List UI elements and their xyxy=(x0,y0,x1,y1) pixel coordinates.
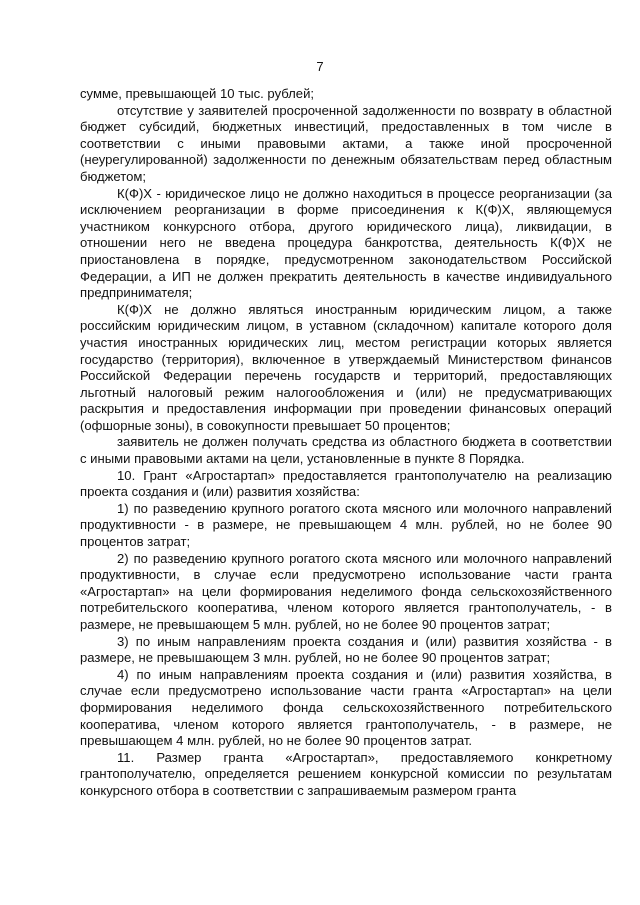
paragraph-no-foreign-entity: К(Ф)Х не должно являться иностранным юридическим лицом, а также российским юридическим лицом, в уставном (складочном) капитале которого доля участия иностранных юридических лиц, местом регистрации которых является государство (территория), включенное в утверждаемый Министерством финансов Российской Федерации перечень государств и территорий, предоставляющих льготный налоговый режим налогообложения и (или) не предусматривающих раскрытия и предоставления информации при проведении финансовых операций (офшорные зоны), в совокупности превышает 50 процентов; xyxy=(80,301,612,433)
paragraph-no-reorganization: К(Ф)Х - юридическое лицо не должно находиться в процессе реорганизации (за исключением реорганизации в форме присоединения к К(Ф)Х, являющемуся участником конкурсного отбора, другого юридического лица), ликвидации, в отношении него не введена процедура банкротства, деятельность К(Ф)Х не приостановлена в порядке, предусмотренном законодательством Российской Федерации, а ИП не должен прекратить деятельность в качестве индивидуального предпринимателя; xyxy=(80,185,612,301)
page-number: 7 xyxy=(316,59,324,74)
clause-11-heading: 11. Размер гранта «Агростартап», предоставляемого конкретному грантополучателю, определяется решением конкурсной комиссии по результатам конкурсного отбора в соответствии с запрашиваемым размером гранта xyxy=(80,749,612,798)
paragraph-amount-limit: сумме, превышающей 10 тыс. рублей; xyxy=(80,86,315,101)
clause-10-heading: 10. Грант «Агростартап» предоставляется грантополучателю на реализацию проекта создания и (или) развития хозяйства: xyxy=(80,467,612,500)
paragraph-no-overdue-debt: отсутствие у заявителей просроченной задолженности по возврату в областной бюджет субсидий, бюджетных инвестиций, предоставленных в том числе в соответствии с иными правовыми актами, а также иной просроченной (неурегулированной) задолженности по денежным обязательствам перед областным бюджетом; xyxy=(80,102,612,184)
paragraph-no-other-funding: заявитель не должен получать средства из областного бюджета в соответствии с иными правовыми актами на цели, установленные в пункте 8 Порядка. xyxy=(80,434,612,467)
clause-10-item-3: 3) по иным направлениям проекта создания и (или) развития хозяйства - в размере, не превышающем 3 млн. рублей, но не более 90 процентов затрат; xyxy=(80,633,612,666)
clause-10-item-2: 2) по разведению крупного рогатого скота мясного или молочного направлений продуктивности, в случае если предусмотрено использование части гранта «Агростартап» на цели формирования неделимого фонда сельскохозяйственного потребительского кооператива, членом которого является грантополучатель, - в размере, не превышающем 5 млн. рублей, но не более 90 процентов затрат; xyxy=(80,550,612,632)
clause-10-item-4: 4) по иным направлениям проекта создания и (или) развития хозяйства, в случае если предусмотрено использование части гранта «Агростартап» на цели формирования неделимого фонда сельскохозяйственного потребительского кооператива, членом которого является грантополучатель, - в размере, не превышающем 4 млн. рублей, но не более 90 процентов затрат. xyxy=(80,666,612,749)
clause-10-item-1: 1) по разведению крупного рогатого скота мясного или молочного направлений продуктивности - в размере, не превышающем 4 млн. рублей, но не более 90 процентов затрат; xyxy=(80,500,612,550)
document-body xyxy=(80,86,612,800)
